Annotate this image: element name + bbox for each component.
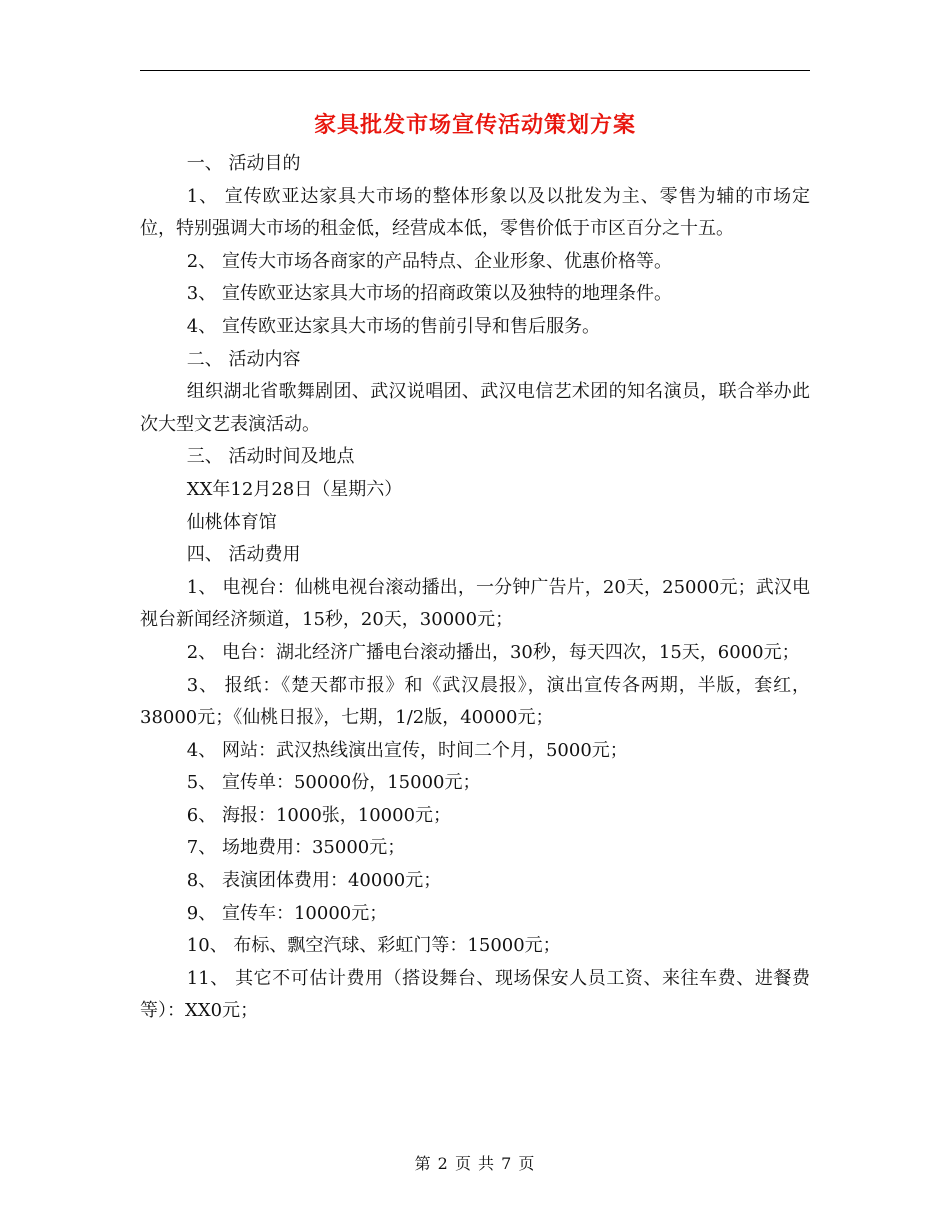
cost-item-1: 1、 电视台：仙桃电视台滚动播出，一分钟广告片，20天，25000元；武汉电视台新闻经济频道，15秒，20天，30000元； (140, 576, 810, 631)
document-body (140, 148, 810, 1028)
section-heading-content: 二、 活动内容 (186, 348, 301, 370)
section-heading-purpose: 一、 活动目的 (186, 153, 301, 174)
cost-item-10: 10、 布标、飘空汽球、彩虹门等：15000元； (186, 935, 561, 957)
cost-item-9: 9、 宣传车：10000元； (186, 902, 388, 924)
section-heading-costs: 四、 活动费用 (186, 544, 301, 566)
event-date: XX年12月28日（星期六） (186, 478, 403, 500)
page-number: 第 2 页 共 7 页 (414, 1154, 536, 1173)
cost-item-3: 3、 报纸：《楚天都市报》和《武汉晨报》，演出宣传各两期，半版，套红，38000元；《仙桃日报》，七期，1/2版，40000元； (140, 674, 810, 729)
cost-item-4: 4、 网站：武汉热线演出宣传，时间二个月，5000元； (186, 739, 628, 761)
section-heading-time-place: 三、 活动时间及地点 (186, 446, 355, 468)
purpose-item-4: 4、 宣传欧亚达家具大市场的售前引导和售后服务。 (186, 315, 600, 337)
cost-item-7: 7、 场地费用：35000元； (186, 837, 406, 859)
document-title: 家具批发市场宣传活动策划方案 (313, 112, 636, 138)
cost-item-5: 5、 宣传单：50000份，15000元； (186, 772, 481, 794)
cost-item-8: 8、 表演团体费用：40000元； (186, 870, 442, 892)
cost-item-2: 2、 电台：湖北经济广播电台滚动播出，30秒，每天四次，15天，6000元； (186, 641, 800, 663)
content-paragraph: 组织湖北省歌舞剧团、武汉说唱团、武汉电信艺术团的知名演员，联合举办此次大型文艺表演活动。 (140, 381, 810, 435)
cost-item-6: 6、 海报：1000张，10000元； (186, 804, 452, 826)
header-rule (140, 70, 810, 71)
event-venue: 仙桃体育馆 (186, 511, 277, 533)
purpose-item-1: 1、 宣传欧亚达家具大市场的整体形象以及以批发为主、零售为辅的市场定位，特别强调大市场的租金低，经营成本低，零售价低于市区百分之十五。 (140, 185, 810, 240)
cost-item-11: 11、 其它不可估计费用（搭设舞台、现场保安人员工资、来往车费、进餐费等）：XX0元； (140, 967, 810, 1022)
purpose-item-2: 2、 宣传大市场各商家的产品特点、企业形象、优惠价格等。 (186, 250, 672, 272)
purpose-item-3: 3、 宣传欧亚达家具大市场的招商政策以及独特的地理条件。 (186, 283, 672, 305)
